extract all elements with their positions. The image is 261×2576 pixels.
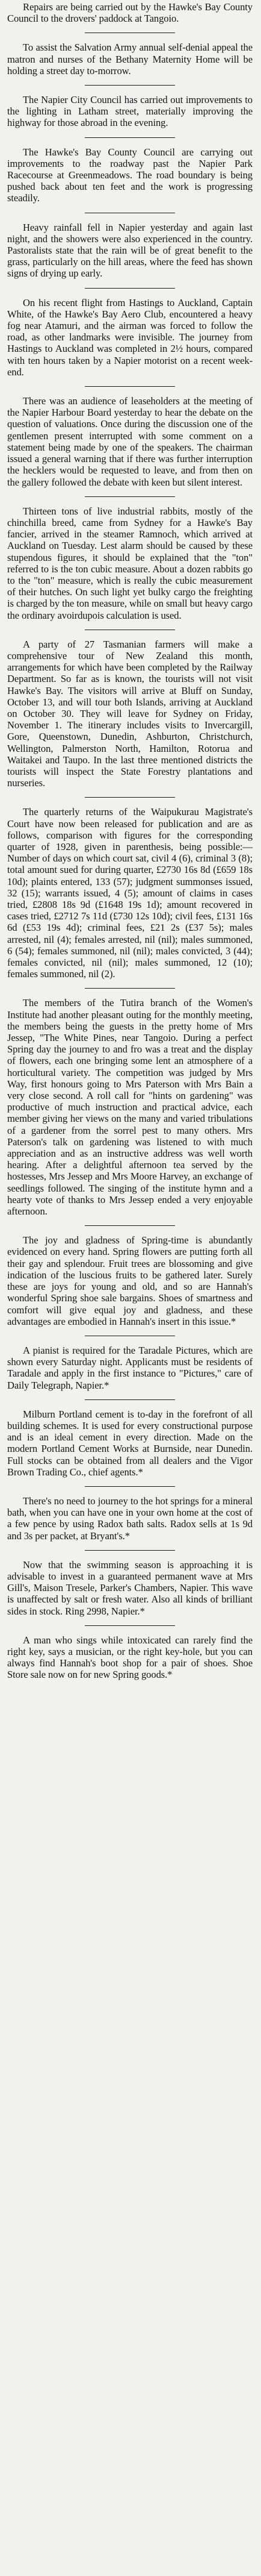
news-paragraph: Milburn Portland cement is to-day in the forefront of all building schemes. It is used for every constructional purpose and is an ideal cement in every direction. Made on the modern Portland Cement Works at Burnside, near Dunedin. Full stocks can be obtained from all dealers and the Vigor Brown Trading Co., chief agents.*: [7, 1408, 253, 1478]
news-column: [7, 1, 253, 1681]
column-divider: [85, 797, 175, 798]
news-paragraph: There's no need to journey to the hot springs for a mineral bath, when you can have one in your own home at the cost of a few pence by using Radox bath salts. Radox sells at 1s 9d and 3s per packet, at Bryant's.*: [7, 1495, 253, 1542]
news-paragraph: The Napier City Council has carried out improvements to the lighting in Latham street, materially improving the highway for those abroad in the evening.: [7, 94, 253, 129]
news-paragraph: A pianist is required for the Taradale Pictures, which are shown every Saturday night. Applicants must be residents of Taradale and apply in the first instance to "Pictures," care of Daily Telegraph, Napier.*: [7, 1344, 253, 1391]
news-paragraph: On his recent flight from Hastings to Auckland, Captain White, of the Hawke's Bay Aero Club, encountered a heavy fog near Atamuri, and the airman was forced to follow the road, as other landmarks were invisible. The journey from Hastings to Auckland was completed in 2½ hours, compared with ten hours taken by a Napier motorist on a recent week-end.: [7, 296, 253, 378]
news-paragraph: The members of the Tutira branch of the Women's Institute had another pleasant outing for the monthly meeting, the members being the guests in the pretty home of Mrs Jessep, "The White Pines, near Tangoio. During a perfect Spring day the journey to and fro was a treat and the display of flowers, each one bringing some lent an atmosphere of a horticultural variety. The competition was judged by Mrs Way, first honours going to Mrs Paterson with Mrs Bain a very close second. A roll call for "hints on gardening" was productive of much instruction and practical advice, each member giving her views on the many and varied tribulations of a gardener from the sorrel pest to many others. Mrs Paterson's talk on gardening was listened to with much appreciation and as an instructive address was well worth hearing. After a delightful afternoon tea served by the hostesses, Mrs Jessep and Mrs Moore Harvey, an exchange of seedlings followed. The singing of the institute hymn and a hearty vote of thanks to Mrs Jessep ended a very enjoyable afternoon.: [7, 997, 253, 1218]
news-paragraph: Now that the swimming season is approaching it is advisable to invest in a guaranteed permanent wave at Mrs Gill's, Maison Tresele, Parker's Chambers, Napier. This wave is unaffected by salt or fresh water. Also all kinds of brilliant sides in stock. Ring 2998, Napier.*: [7, 1558, 253, 1617]
news-paragraph: A party of 27 Tasmanian farmers will make a comprehensive tour of New Zealand this month, arrangements for which have been completed by the Railway Department. So far as is known, the tourists will not visit Hawke's Bay. The visitors will arrive at Bluff on Sunday, October 13, and will tour both Islands, arriving at Auckland on October 30. They will leave for Sydney on Friday, November 1. The itinerary includes visits to Invercargill, Gore, Queenstown, Dunedin, Ashburton, Christchurch, Wellington, Palmerston North, Hamilton, Rotorua and Waitakei and Taupo. In the last three mentioned districts the tourists will inspect the State Forestry plantations and nurseries.: [7, 638, 253, 789]
column-divider: [85, 1550, 175, 1551]
column-divider: [85, 496, 175, 497]
column-divider: [85, 1625, 175, 1626]
news-paragraph: Thirteen tons of live industrial rabbits, mostly of the chinchilla breed, came from Sydney for a Hawke's Bay fancier, arrived in the steamer Ramnoch, which arrived at Auckland on Tuesday. Lest alarm should be caused by these stupendous figures, it should be explained that the "ton" referred to is the ton cubic measure. About a dozen rabbits go to the "ton" measure, which is really the cubic measurement of their hutches. On such light yet bulky cargo the freighting is charged by the ton measure, while on small but heavy cargo the ordinary avoirdupois calculation is used.: [7, 505, 253, 621]
column-divider: [85, 137, 175, 138]
news-paragraph: There was an audience of leaseholders at the meeting of the Napier Harbour Board yesterday to hear the debate on the question of valuations. Once during the discussion one of the gentlemen present interrupted with some comment on a statement being made by one of the speakers. The chairman issued a general warning that if there was further interruption the hecklers would be requested to leave, and from then on the gallery followed the debate with keen but silent interest.: [7, 395, 253, 488]
news-paragraph: The joy and gladness of Spring-time is abundantly evidenced on every hand. Spring flowers are putting forth all their gay and splendour. Fruit trees are blossoming and give indication of the luscious fruits to be gathered later. Surely these are joys for young and old, and so are Hannah's wonderful Spring shoe sale bargains. Shoes of smartness and comfort will give equal joy and gladness, and these advantages are embodied in Hannah's insert in this issue.*: [7, 1234, 253, 1327]
column-divider: [85, 988, 175, 989]
column-divider: [85, 1399, 175, 1400]
column-divider: [85, 85, 175, 86]
column-divider: [85, 386, 175, 387]
news-paragraph: A man who sings while intoxicated can rarely find the right key, says a musician, or the right key-hole, but you can always find Hannah's boot shop for a pair of shoes. Shoe Store sale now on for new Spring goods.*: [7, 1634, 253, 1681]
news-paragraph: The quarterly returns of the Waipukurau Magistrate's Court have now been released for publication and are as follows, comparison with figures for the corresponding quarter of 1928, given in parenthesis, being possible:— Number of days on which court sat, civil 4 (6), criminal 3 (8); total amount sued for during quarter, £2730 16s 8d (£659 18s 10d); plaints entered, 133 (57); judgment summonses issued, 32 (15); warrants issued, 4 (5); amount of claims in cases tried, £2808 18s 9d (£1648 19s 1d); amount recovered in cases tried, £2712 7s 11d (£730 12s 10d); civil fees, £131 16s 6d (£53 19s 4d); criminal fees, £21 2s (£37 5s); males arrested, nil (4); females arrested, nil (nil); males summoned, 6 (54); females summoned, nil (nil); males convicted, 3 (44); females convicted, nil (nil); males summoned, 12 (10); females summoned, nil (2).: [7, 806, 253, 980]
news-paragraph: To assist the Salvation Army annual self-denial appeal the matron and nurses of the Bethany Maternity Home will be holding a street day to-morrow.: [7, 42, 253, 77]
news-paragraph: The Hawke's Bay County Council are carrying out improvements to the roadway past the Napier Park Racecourse at Greenmeadows. The road boundary is being pushed back about ten feet and the work is progressing steadily.: [7, 146, 253, 204]
news-paragraph: Heavy rainfall fell in Napier yesterday and again last night, and the showers were also experienced in the country. Pastoralists state that the rain will be of great benefit to the grass, particularly on the hill areas, where the feed has shown signs of drying up early.: [7, 221, 253, 280]
column-divider: [85, 1225, 175, 1226]
column-divider: [85, 288, 175, 289]
news-paragraph: Repairs are being carried out by the Hawke's Bay County Council to the drovers' paddock at Tangoio.: [7, 1, 253, 25]
column-divider: [85, 1486, 175, 1487]
